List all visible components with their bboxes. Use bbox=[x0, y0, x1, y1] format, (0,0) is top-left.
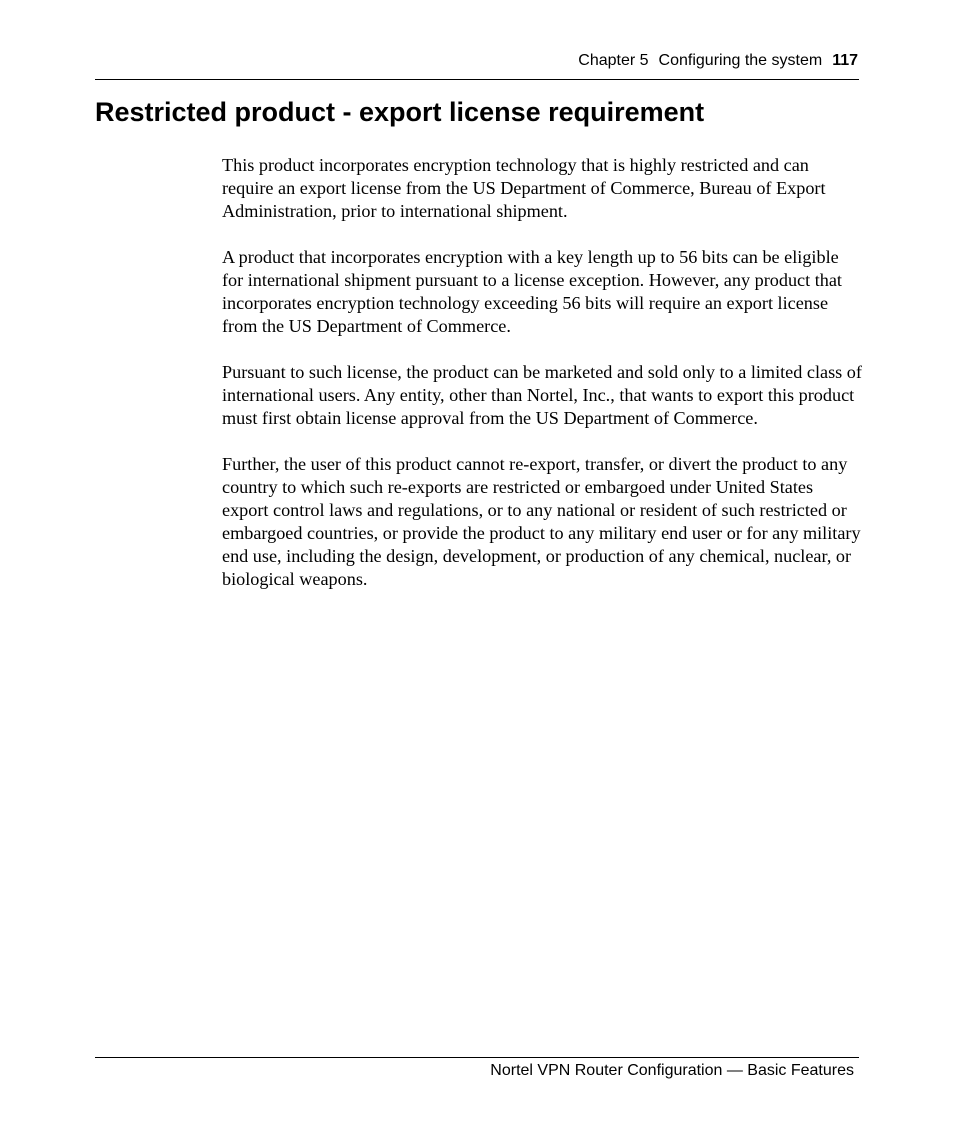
paragraph-re-export: Further, the user of this product cannot re-export, transfer, or divert the product to any country to which such re-exports are restricted or embargoed under United States export control laws and regulations, or to any national or resident of such restricted or embargoed countries, or provide the product to any military end user or for any military end use, including the design, development, or production of any chemical, nuclear, or biological weapons. bbox=[222, 454, 861, 589]
section-title: Restricted product - export license requirement bbox=[95, 97, 705, 127]
footer-divider bbox=[95, 1057, 859, 1058]
chapter-label: Chapter 5 bbox=[578, 52, 649, 69]
page-number: 117 bbox=[832, 52, 858, 69]
paragraph-license-approval: Pursuant to such license, the product can be marketed and sold only to a limited class of international users. Any entity, other than Nortel, Inc., that wants to export this product must first obtain license approval from the US Department of Commerce. bbox=[222, 362, 862, 428]
paragraph-key-length: A product that incorporates encryption with a key length up to 56 bits can be eligible for international shipment pursuant to a license exception. However, any product that incorporates encryption technology exceeding 56 bits will require an export license from the US Department of Commerce. bbox=[222, 247, 842, 336]
footer-document-title: Nortel VPN Router Configuration — Basic Features bbox=[490, 1062, 854, 1079]
paragraph-export-license: This product incorporates encryption technology that is highly restricted and can require an export license from the US Department of Commerce, Bureau of Export Administration, prior to international shipment. bbox=[222, 155, 826, 221]
header-divider bbox=[95, 79, 859, 80]
body-text bbox=[222, 154, 862, 614]
running-header bbox=[95, 50, 858, 72]
chapter-title: Configuring the system bbox=[658, 52, 823, 69]
